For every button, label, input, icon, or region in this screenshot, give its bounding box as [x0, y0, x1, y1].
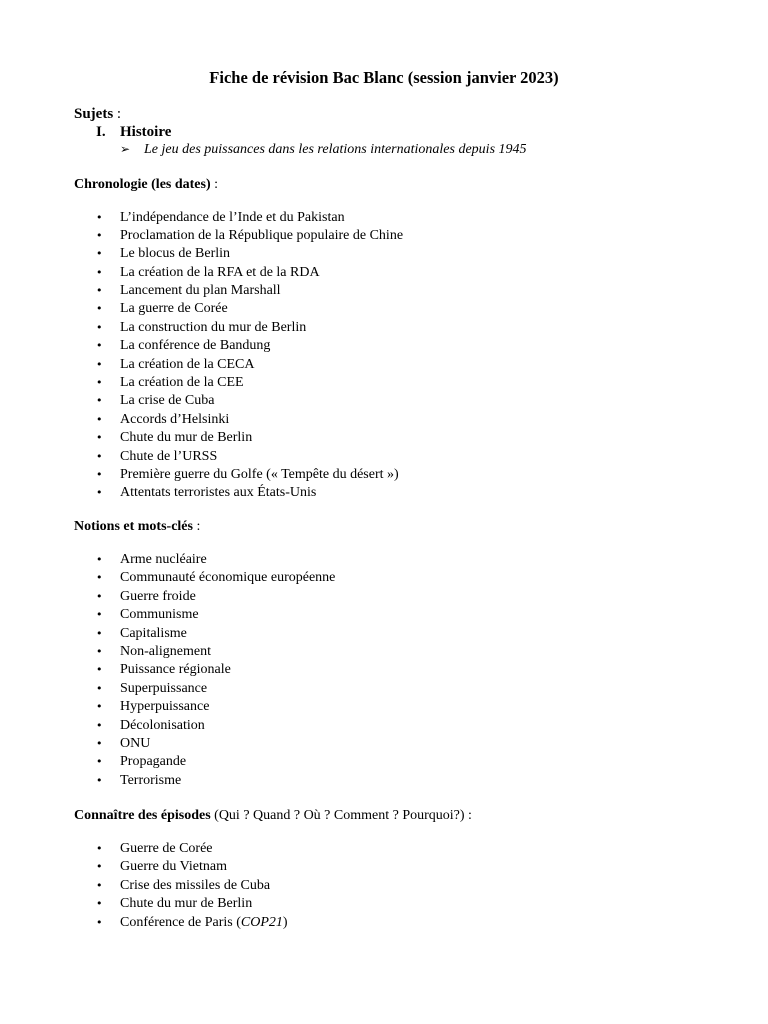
notions-heading — [74, 518, 200, 536]
arrow-bullet-icon: ➢ — [120, 142, 131, 156]
chronology-item-text: La conférence de Bandung — [120, 338, 271, 354]
bullet-icon: • — [96, 571, 103, 585]
chronology-heading — [74, 176, 218, 194]
list-item — [96, 337, 403, 355]
list-item — [96, 264, 403, 282]
chronology-item-text: Accords d’Helsinki — [120, 411, 230, 427]
bullet-icon: • — [96, 412, 103, 426]
bullet-icon: • — [96, 320, 103, 334]
list-item — [96, 374, 403, 392]
list-item — [96, 569, 335, 587]
chronology-item-text: La création de la CECA — [120, 356, 255, 372]
notions-heading-label: Notions et mots-clés — [74, 519, 193, 534]
list-item — [96, 227, 403, 245]
episode-text: Chute du mur de Berlin — [120, 896, 253, 912]
list-item — [96, 551, 335, 569]
list-item — [96, 772, 335, 790]
bullet-icon: • — [96, 608, 103, 622]
chronology-heading-label: Chronologie (les dates) — [74, 177, 211, 192]
bullet-icon: • — [96, 589, 103, 603]
list-item — [96, 643, 335, 661]
bullet-icon: • — [96, 228, 103, 242]
chronology-item-text: Chute de l’URSS — [120, 448, 218, 464]
bullet-icon: • — [96, 376, 103, 390]
chronology-item-text: Proclamation de la République populaire de Chine — [120, 227, 404, 243]
bullet-icon: • — [96, 431, 103, 445]
list-item — [96, 895, 288, 913]
bullet-icon: • — [96, 449, 103, 463]
notions-list — [96, 551, 335, 790]
bullet-icon: • — [96, 700, 103, 714]
notion-item-text: Arme nucléaire — [120, 552, 207, 567]
list-item — [96, 300, 403, 318]
notion-item-text: Puissance régionale — [120, 662, 231, 678]
notion-item-text: Communauté économique européenne — [120, 570, 336, 586]
bullet-icon: • — [96, 681, 103, 695]
chronology-item-text: Chute du mur de Berlin — [120, 430, 253, 446]
notion-item-text: Guerre froide — [120, 588, 196, 604]
list-item — [96, 661, 335, 679]
list-item — [96, 914, 288, 932]
notion-item-text: Non-alignement — [120, 643, 211, 659]
notion-item-text: ONU — [120, 735, 151, 751]
episode-text: Crise des missiles de Cuba — [120, 877, 271, 893]
list-item — [96, 356, 403, 374]
bullet-icon: • — [96, 247, 103, 261]
history-numeral: I. — [96, 124, 106, 140]
list-item — [96, 840, 288, 858]
list-item — [96, 392, 403, 410]
episodes-heading-questions: (Qui ? Quand ? Où ? Comment ? Pourquoi?) : — [210, 808, 472, 823]
bullet-icon: • — [96, 915, 103, 929]
bullet-icon: • — [96, 663, 103, 677]
notion-item-text: Hyperpuissance — [120, 699, 210, 715]
notion-item-text: Capitalisme — [120, 625, 187, 641]
notion-item-text: Décolonisation — [120, 717, 205, 733]
chronology-item-text: La création de la RFA et de la RDA — [120, 264, 320, 280]
list-item — [96, 606, 335, 624]
episodes-heading-label: Connaître des épisodes — [74, 808, 211, 823]
bullet-icon: • — [96, 553, 103, 566]
episode-text-prefix: Conférence de Paris ( — [120, 914, 241, 930]
chronology-item-text: La création de la CEE — [120, 375, 244, 391]
history-theme — [120, 140, 527, 159]
bullet-icon: • — [96, 878, 103, 892]
chronology-item-text: La crise de Cuba — [120, 393, 215, 409]
list-item — [96, 411, 403, 429]
notion-item-text: Propagande — [120, 754, 187, 770]
bullet-icon: • — [96, 860, 103, 874]
bullet-icon: • — [96, 736, 103, 750]
list-item — [96, 735, 335, 753]
bullet-icon: • — [96, 339, 103, 353]
bullet-icon: • — [96, 357, 103, 371]
list-item — [96, 680, 335, 698]
bullet-icon: • — [96, 644, 103, 658]
document-title: Fiche de révision Bac Blanc (session janvier 2023) — [209, 68, 559, 87]
episode-text: Guerre du Vietnam — [120, 859, 227, 875]
chronology-list — [96, 209, 403, 503]
chronology-item-text: Attentats terroristes aux États-Unis — [120, 485, 317, 501]
subjects-heading — [74, 104, 121, 124]
episode-text: Guerre de Corée — [120, 841, 213, 856]
list-item — [96, 282, 403, 300]
notion-item-text: Terrorisme — [120, 772, 182, 788]
bullet-icon: • — [96, 486, 103, 500]
bullet-icon: • — [96, 626, 103, 640]
bullet-icon: • — [96, 265, 103, 279]
notion-item-text: Communisme — [120, 607, 199, 623]
chronology-item-text: La construction du mur de Berlin — [120, 319, 307, 335]
list-item — [96, 319, 403, 337]
bullet-icon: • — [96, 897, 103, 911]
bullet-icon: • — [96, 210, 103, 224]
subjects-separator: : — [113, 106, 122, 122]
notion-item-text: Superpuissance — [120, 680, 208, 696]
bullet-icon: • — [96, 467, 103, 481]
list-item — [96, 625, 335, 643]
notions-heading-separator: : — [192, 519, 201, 534]
bullet-icon: • — [96, 842, 103, 855]
bullet-icon: • — [96, 718, 103, 732]
chronology-heading-separator: : — [210, 177, 219, 192]
bullet-icon: • — [96, 755, 103, 769]
bullet-icon: • — [96, 773, 103, 787]
episode-text-italic: COP21 — [240, 914, 283, 930]
list-item — [96, 717, 335, 735]
list-item — [96, 877, 288, 895]
chronology-item-text: Lancement du plan Marshall — [120, 283, 281, 299]
history-label: Histoire — [120, 124, 172, 140]
episodes-list — [96, 840, 288, 932]
list-item — [96, 484, 403, 502]
list-item — [96, 209, 403, 227]
list-item — [96, 698, 335, 716]
list-item — [96, 858, 288, 876]
chronology-item-text: L’indépendance de l’Inde et du Pakistan — [120, 209, 345, 225]
bullet-icon: • — [96, 394, 103, 408]
list-item — [96, 429, 403, 447]
list-item — [96, 588, 335, 606]
chronology-item-text: Première guerre du Golfe (« Tempête du désert ») — [120, 466, 399, 482]
chronology-item-text: La guerre de Corée — [120, 301, 228, 317]
list-item — [96, 448, 403, 466]
list-item — [96, 466, 403, 484]
subjects-label: Sujets — [74, 106, 114, 122]
episodes-heading — [74, 807, 472, 825]
history-theme-text: Le jeu des puissances dans les relations internationales depuis 1945 — [144, 142, 527, 157]
bullet-icon: • — [96, 284, 103, 298]
episode-text-suffix: ) — [282, 914, 288, 930]
list-item — [96, 753, 335, 771]
history-heading — [96, 122, 171, 142]
chronology-item-text: Le blocus de Berlin — [120, 246, 231, 262]
list-item — [96, 245, 403, 263]
bullet-icon: • — [96, 302, 103, 316]
